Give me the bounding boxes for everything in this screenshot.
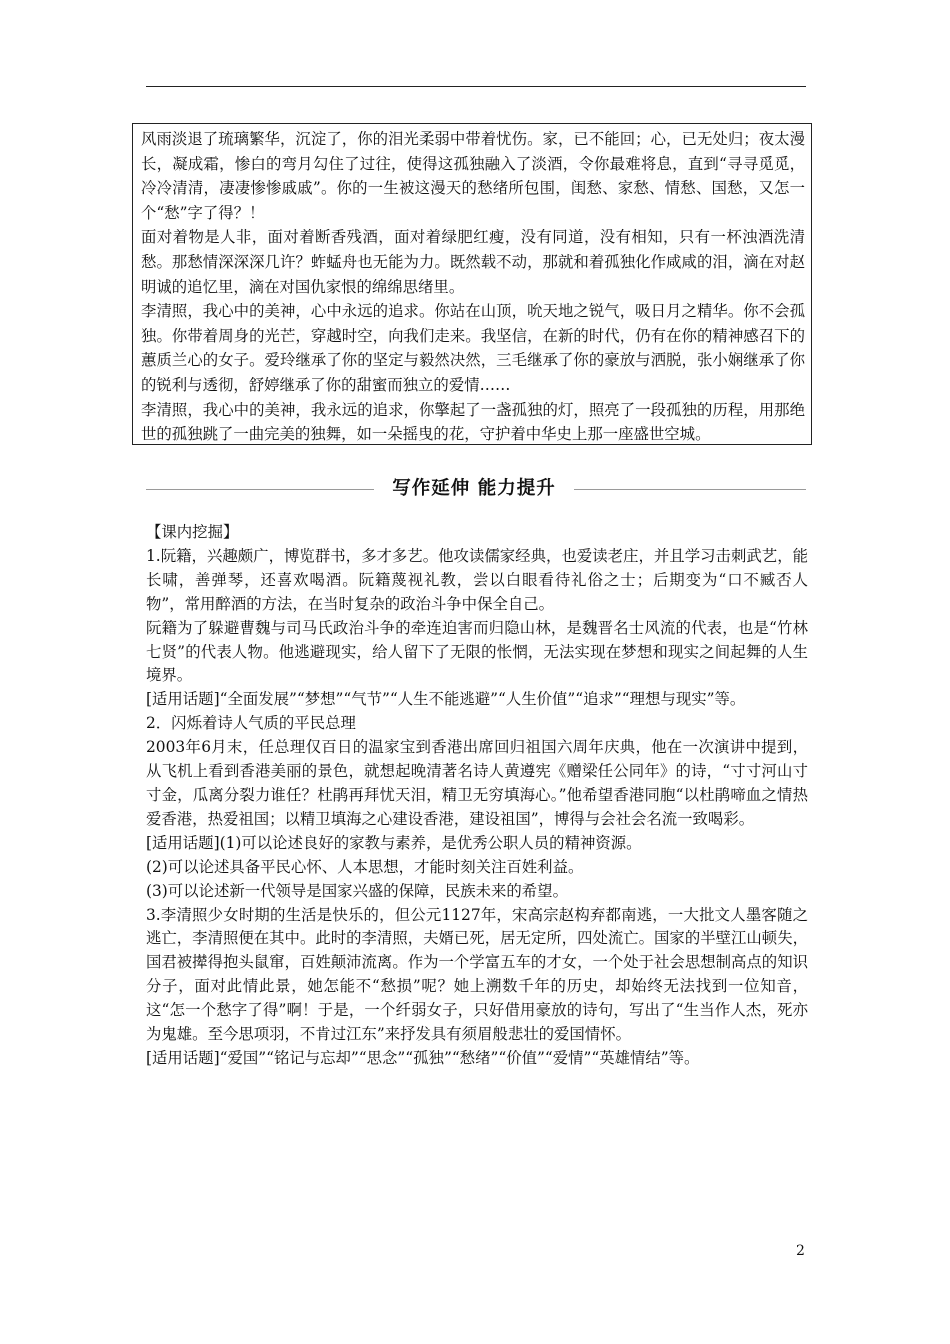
section-title: 写作延伸 能力提升 <box>392 478 556 499</box>
essay-excerpt-box <box>132 123 812 445</box>
body-paragraph: (3)可以论述新一代领导是国家兴盛的保障，民族未来的希望。 <box>146 881 568 900</box>
essay-paragraph: 李清照，我心中的美神，我永远的追求，你擎起了一盏孤独的灯，照亮了一段孤独的历程，用那绝世的孤独跳了一曲完美的独舞，如一朵摇曳的花，守护着中华史上那一座盛世空城。 <box>141 400 805 444</box>
page-number: 2 <box>796 1243 805 1259</box>
section-divider-left <box>146 489 374 490</box>
body-paragraph: [适用话题]“全面发展”“梦想”“气节”“人生不能逃避”“人生价值”“追求”“理想与现实”等。 <box>146 690 746 709</box>
header-rule <box>146 86 806 87</box>
body-paragraph: 1.阮籍，兴趣颇广，博览群书，多才多艺。他攻读儒家经典，也爱读老庄，并且学习击刺武艺，能长啸，善弹琴，还喜欢喝酒。阮籍蔑视礼教，尝以白眼看待礼俗之士；后期变为“口不臧否人物”，常用醉酒的方法，在当时复杂的政治斗争中保全自己。 <box>146 546 808 613</box>
body-paragraph: 阮籍为了躲避曹魏与司马氏政治斗争的牵连迫害而归隐山林，是魏晋名士风流的代表，也是“竹林七贤”的代表人物。他逃避现实，给人留下了无限的怅惘，无法实现在梦想和现实之间起舞的人生境界。 <box>146 618 808 685</box>
essay-paragraph: 李清照，我心中的美神，心中永远的追求。你站在山顶，吮天地之锐气，吸日月之精华。你不会孤独。你带着周身的光芒，穿越时空，向我们走来。我坚信，在新的时代，仍有在你的精神感召下的蕙质兰心的女子。爱玲继承了你的坚定与毅然决然，三毛继承了你的豪放与洒脱，张小娴继承了你的锐利与透彻，舒婷继承了你的甜蜜而独立的爱情…… <box>141 302 805 394</box>
body-paragraph: 2003年6月末，任总理仅百日的温家宝到香港出席回归祖国六周年庆典，他在一次演讲中提到，从飞机上看到香港美丽的景色，就想起晚清著名诗人黄遵宪《赠梁任公同年》的诗，“寸寸河山寸寸金，瓜离分裂力谁任？杜鹃再拜忧天泪，精卫无穷填海心。”他希望香港同胞“以杜鹃啼血之情热爱香港，热爱祖国；以精卫填海之心建设香港，建设祖国”，博得与会社会名流一致喝彩。 <box>146 738 808 828</box>
section-divider-right <box>574 489 806 490</box>
section-header <box>146 476 806 502</box>
body-paragraph: 3.李清照少女时期的生活是快乐的，但公元1127年，宋高宗赵构弃都南逃，一大批文人墨客随之逃亡，李清照便在其中。此时的李清照，夫婿已死，居无定所，四处流亡。国家的半壁江山顿失，国君被撵得抱头鼠窜，百姓颠沛流离。作为一个学富五车的才女，一个处于社会思想制高点的知识分子，面对此情此景，她怎能不“愁损”呢？她上溯数千年的历史，却始终无法找到一位知音，这“怎一个愁字了得”啊！于是，一个纤弱女子，只好借用豪放的诗句，写出了“生当作人杰，死亦为鬼雄。至今思项羽，不肯过江东”来抒发具有须眉般悲壮的爱国情怀。 <box>146 905 808 1044</box>
body-paragraph: 【课内挖掘】 <box>146 523 239 541</box>
body-paragraph: [适用话题](1)可以论述良好的家教与素养，是优秀公职人员的精神资源。 <box>146 833 642 852</box>
body-paragraph: [适用话题]“爱国”“铭记与忘却”“思念”“孤独”“愁绪”“价值”“爱情”“英雄情结”等。 <box>146 1048 700 1067</box>
body-text <box>146 521 808 1071</box>
essay-paragraph: 面对着物是人非，面对着断香残酒，面对着绿肥红瘦，没有同道，没有相知，只有一杯浊酒洗清愁。那愁情深深深几许？蚱蜢舟也无能为力。既然载不动，那就和着孤独化作咸咸的泪，滴在对赵明诚的追忆里，滴在对国仇家恨的绵绵思绪里。 <box>141 228 805 296</box>
body-paragraph: 2．闪烁着诗人气质的平民总理 <box>146 714 356 733</box>
body-paragraph: (2)可以论述具备平民心怀、人本思想，才能时刻关注百姓利益。 <box>146 857 584 876</box>
essay-paragraph: 风雨淡退了琉璃繁华，沉淀了，你的泪光柔弱中带着忧伤。家，已不能回；心，已无处归；夜太漫长，凝成霜，惨白的弯月勾住了过往，使得这孤独融入了淡酒，令你最难将息，直到“寻寻觅觅，冷冷清清，凄凄惨惨戚戚”。你的一生被这漫天的愁绪所包围，闺愁、家愁、情愁、国愁，又怎一个“愁”字了得？！ <box>141 130 805 222</box>
